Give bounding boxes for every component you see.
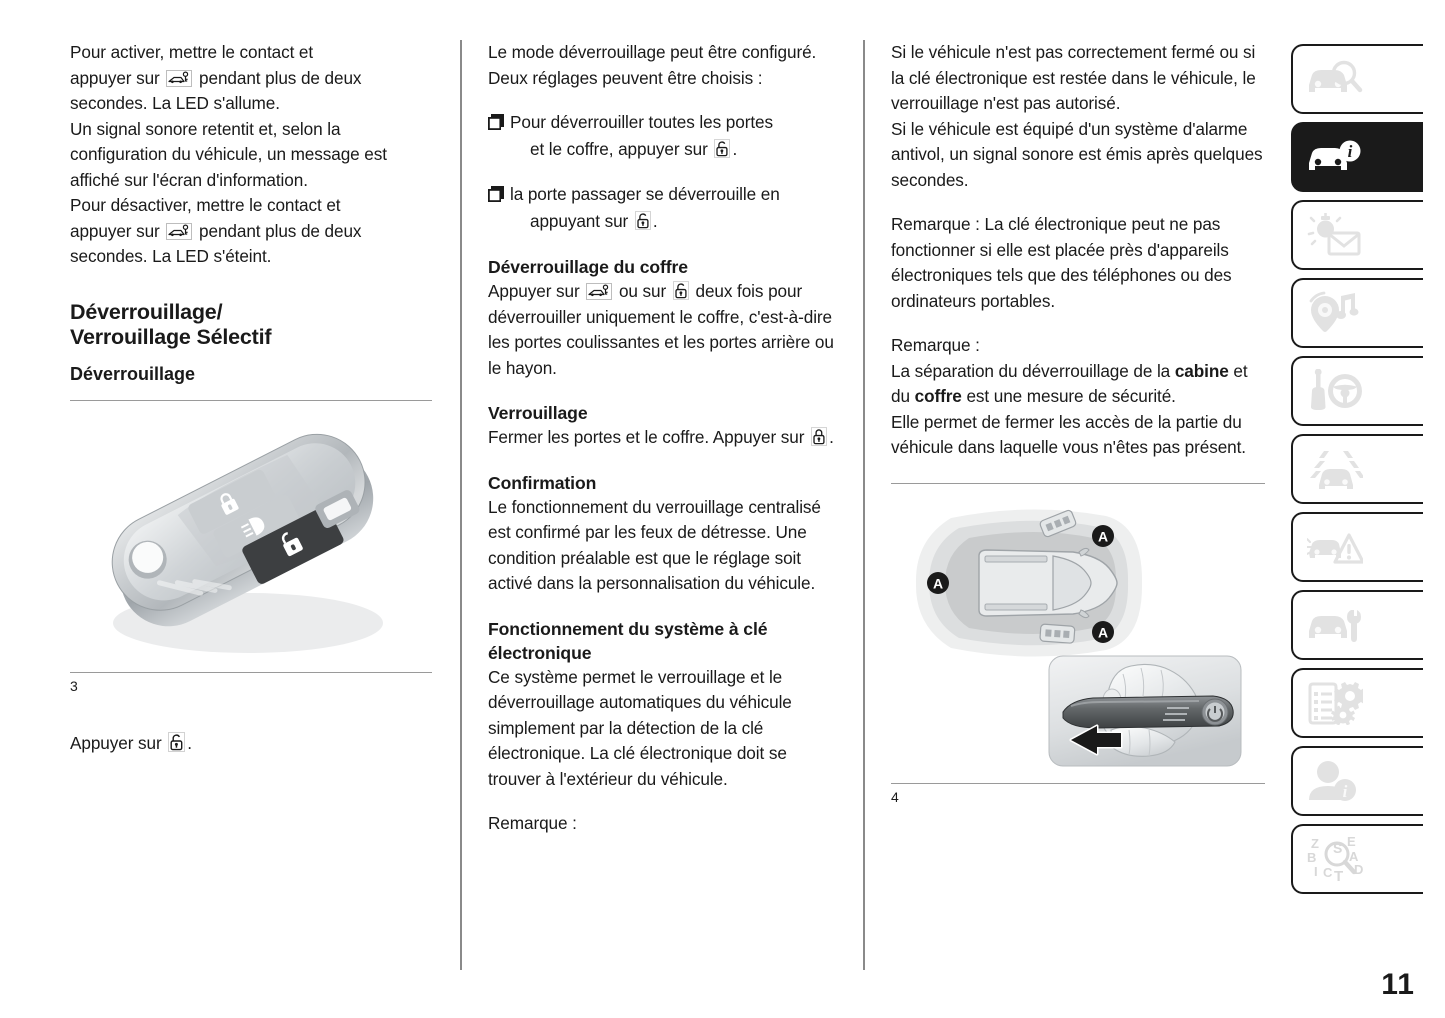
heading-confirmation: Confirmation	[488, 472, 597, 493]
mid-para-systeme: Ce système permet le verrouillage et le déverrouillage automatiques du véhicule simplement par la détection de la clé électronique. La clé électronique doit se trouver à l'extérieur du véhicule.	[488, 666, 792, 789]
figure-4-badge-a-left	[927, 572, 949, 594]
bullet-2-period: .	[652, 211, 658, 231]
svg-text:i: i	[1347, 142, 1353, 161]
right-remarque-1-body: La clé électronique peut ne pas fonctionner si elle est placée près d'appareils électroniques tels que des téléphones ou des ordinateurs portables.	[891, 214, 1232, 311]
light-envelope-icon	[1307, 213, 1363, 257]
page-title-line1: Déverrouillage/	[70, 299, 223, 324]
right-remarque-2-body	[891, 359, 1265, 410]
left-para-deactivate-line3: secondes. La LED s'éteint.	[70, 246, 272, 266]
column-right	[863, 40, 1265, 970]
column-left	[70, 40, 460, 970]
heading-systeme-line1: Fonctionnement du système à clé	[488, 618, 768, 639]
bullet-1-line1: Pour déverrouiller toutes les portes	[510, 112, 773, 132]
coffre-deux-fois: deux fois	[695, 281, 764, 301]
unlock-padlock-icon	[673, 281, 689, 300]
section-subtitle-deverrouillage: Déverrouillage	[70, 363, 196, 384]
unlock-padlock-icon	[168, 732, 185, 752]
right-remarque-2-label: Remarque :	[891, 335, 980, 355]
page-title	[70, 300, 432, 350]
left-caption-period: .	[187, 732, 192, 753]
figure-3-number: 3	[70, 677, 78, 694]
gearstick-steering-wheel-icon	[1307, 369, 1363, 413]
left-para-deactivate-line1: Pour désactiver, mettre le contact et	[70, 195, 341, 215]
bullet-1-period: .	[732, 139, 738, 159]
remarque-2-bold-cabine: cabine	[1174, 360, 1229, 381]
coffre-ou-sur: ou sur	[618, 281, 667, 301]
svg-text:A: A	[932, 575, 944, 591]
heading-systeme-cle-electronique	[488, 617, 837, 665]
right-para-2: Si le véhicule est équipé d'un système d'alarme antivol, un signal sonore est émis après quelques secondes.	[891, 118, 1263, 190]
breakdown-warning-triangle-icon	[1307, 525, 1363, 569]
left-para-activate-line3: secondes. La LED s'allume.	[70, 93, 280, 113]
mid-para-confirmation: Le fonctionnement du verrouillage centralisé est confirmé par les feux de détresse. Une condition préalable est que le réglage soit activé dans la personnalisation du véhicule.	[488, 496, 821, 593]
list-item-text	[510, 181, 780, 235]
lane-assist-icon	[1307, 447, 1363, 491]
page-number: 11	[1381, 968, 1415, 1001]
sidebar-item-vehicle-info[interactable]	[1291, 122, 1423, 192]
verrouillage-period: .	[829, 427, 834, 447]
column-middle	[460, 40, 863, 970]
heading-deverrouillage-coffre: Déverrouillage du coffre	[488, 257, 688, 277]
bullet-2-line1: la porte passager se déverrouille en	[510, 184, 780, 204]
list-item	[488, 109, 837, 163]
car-info-icon	[1307, 137, 1363, 177]
lock-padlock-icon	[811, 427, 827, 446]
svg-text:I: I	[1314, 864, 1318, 879]
svg-text:B: B	[1307, 850, 1317, 865]
svg-text:A: A	[1097, 528, 1109, 544]
mid-para-coffre	[488, 279, 837, 381]
right-remarque-1	[891, 212, 1265, 314]
left-para-deactivate-tail: pendant plus de deux	[199, 220, 362, 241]
mid-remarque-label: Remarque :	[488, 813, 577, 833]
svg-text:Z: Z	[1311, 836, 1319, 851]
right-remarque-1-label: Remarque :	[891, 214, 980, 234]
sidebar-item-maintenance[interactable]	[1291, 590, 1423, 660]
sidebar-item-emergency[interactable]	[1291, 512, 1423, 582]
left-para-activate-line1: Pour activer, mettre le contact et	[70, 42, 314, 62]
unlock-padlock-icon	[635, 211, 651, 230]
sidebar-item-customer-info[interactable]	[1291, 746, 1423, 816]
list-item-text	[510, 109, 773, 163]
left-appuyer-sur-1: appuyer sur	[70, 67, 160, 88]
left-para-activate	[70, 40, 432, 117]
bullet-1-line2-text: et le coffre, appuyer sur	[530, 139, 708, 159]
verrouillage-sur: sur	[780, 427, 805, 447]
sidebar-item-technical-specs[interactable]	[1291, 668, 1423, 738]
heading-verrouillage: Verrouillage	[488, 403, 588, 423]
coffre-appuyer: Appuyer sur	[488, 281, 580, 301]
car-key-button-icon	[166, 70, 192, 87]
svg-text:T: T	[1334, 868, 1344, 883]
left-para-signal: Un signal sonore retentit et, selon la configuration du véhicule, un message est affiché sur l'écran d'information.	[70, 118, 387, 190]
radio-navigation-icon	[1307, 291, 1363, 335]
person-info-icon	[1307, 760, 1363, 802]
car-magnifier-icon	[1307, 59, 1363, 99]
left-para-activate-tail: pendant plus de deux	[199, 67, 362, 88]
svg-text:i: i	[1342, 782, 1348, 801]
svg-text:E: E	[1347, 835, 1356, 849]
svg-text:D: D	[1354, 862, 1364, 877]
figure-4-keyless-zones	[891, 498, 1265, 783]
remarque-2-et-du: et du	[891, 360, 1248, 406]
mid-para-verrouillage	[488, 425, 837, 451]
figure-4-badge-a-bottom	[1092, 621, 1114, 643]
bullet-2-line2	[510, 208, 780, 235]
bullet-2-line2-text: appuyant sur	[530, 211, 629, 231]
figure-4-top-rule	[891, 483, 1265, 484]
coffre-rest: pour déverrouiller uniquement le coffre, c'est-à-dire les portes coulissantes et les portes arrière ou le hayon.	[488, 281, 834, 378]
sidebar-item-alphabetical-index[interactable]	[1291, 824, 1423, 894]
list-gears-icon	[1307, 681, 1363, 725]
figure-top-rule	[70, 400, 432, 401]
remarque-2-tail: est une mesure de sécurité.	[966, 386, 1176, 406]
verrouillage-line1: Fermer les portes et le coffre. Appuyer	[488, 427, 777, 447]
unlock-padlock-icon	[714, 139, 730, 158]
sidebar-item-driving[interactable]	[1291, 356, 1423, 426]
sidebar-item-lights-wipers[interactable]	[1291, 200, 1423, 270]
mid-para-intro: Le mode déverrouillage peut être configuré. Deux réglages peuvent être choisis :	[488, 42, 817, 88]
car-key-button-icon	[166, 223, 192, 240]
figure-4-number: 4	[891, 788, 899, 805]
page-title-line2: Verrouillage Sélectif	[70, 324, 272, 349]
figure-4-badge-a-top	[1092, 525, 1114, 547]
bullet-square-icon	[488, 181, 510, 235]
sidebar-item-driving-assistance[interactable]	[1291, 434, 1423, 504]
section-tabs-sidebar	[1291, 44, 1423, 902]
sidebar-item-vehicle-overview[interactable]	[1291, 44, 1423, 114]
right-para-1: Si le véhicule n'est pas correctement fermé ou si la clé électronique est restée dans le véhicule, le verrouillage n'est pas autorisé.	[891, 42, 1256, 113]
figure-3-keyfob	[70, 417, 432, 672]
remarque-2-line1: La séparation du déverrouillage de la	[891, 360, 1171, 381]
svg-text:S: S	[1333, 840, 1343, 856]
bullet-square-icon	[488, 109, 510, 163]
bullet-1-line2	[510, 136, 773, 163]
svg-text:A: A	[1097, 624, 1109, 640]
page-columns	[70, 40, 1265, 970]
right-remarque-2-line3: Elle permet de fermer les accès de la partie du véhicule dans laquelle vous n'êtes pas présent.	[891, 411, 1246, 457]
heading-systeme-line2: électronique	[488, 642, 592, 663]
svg-text:A: A	[1349, 849, 1359, 864]
car-wrench-icon	[1307, 604, 1363, 646]
left-caption-text: Appuyer sur	[70, 732, 162, 753]
sidebar-item-infotainment[interactable]	[1291, 278, 1423, 348]
left-appuyer-sur-2: appuyer sur	[70, 220, 160, 241]
left-para-deactivate	[70, 193, 432, 270]
figure-3-bottom-rule	[70, 672, 432, 673]
list-item	[488, 181, 837, 235]
left-caption-appuyer	[70, 731, 432, 757]
svg-text:C: C	[1323, 865, 1333, 880]
remarque-2-bold-coffre: coffre	[914, 386, 962, 406]
alphabetical-index-icon	[1307, 835, 1369, 883]
car-key-button-icon	[586, 283, 612, 300]
